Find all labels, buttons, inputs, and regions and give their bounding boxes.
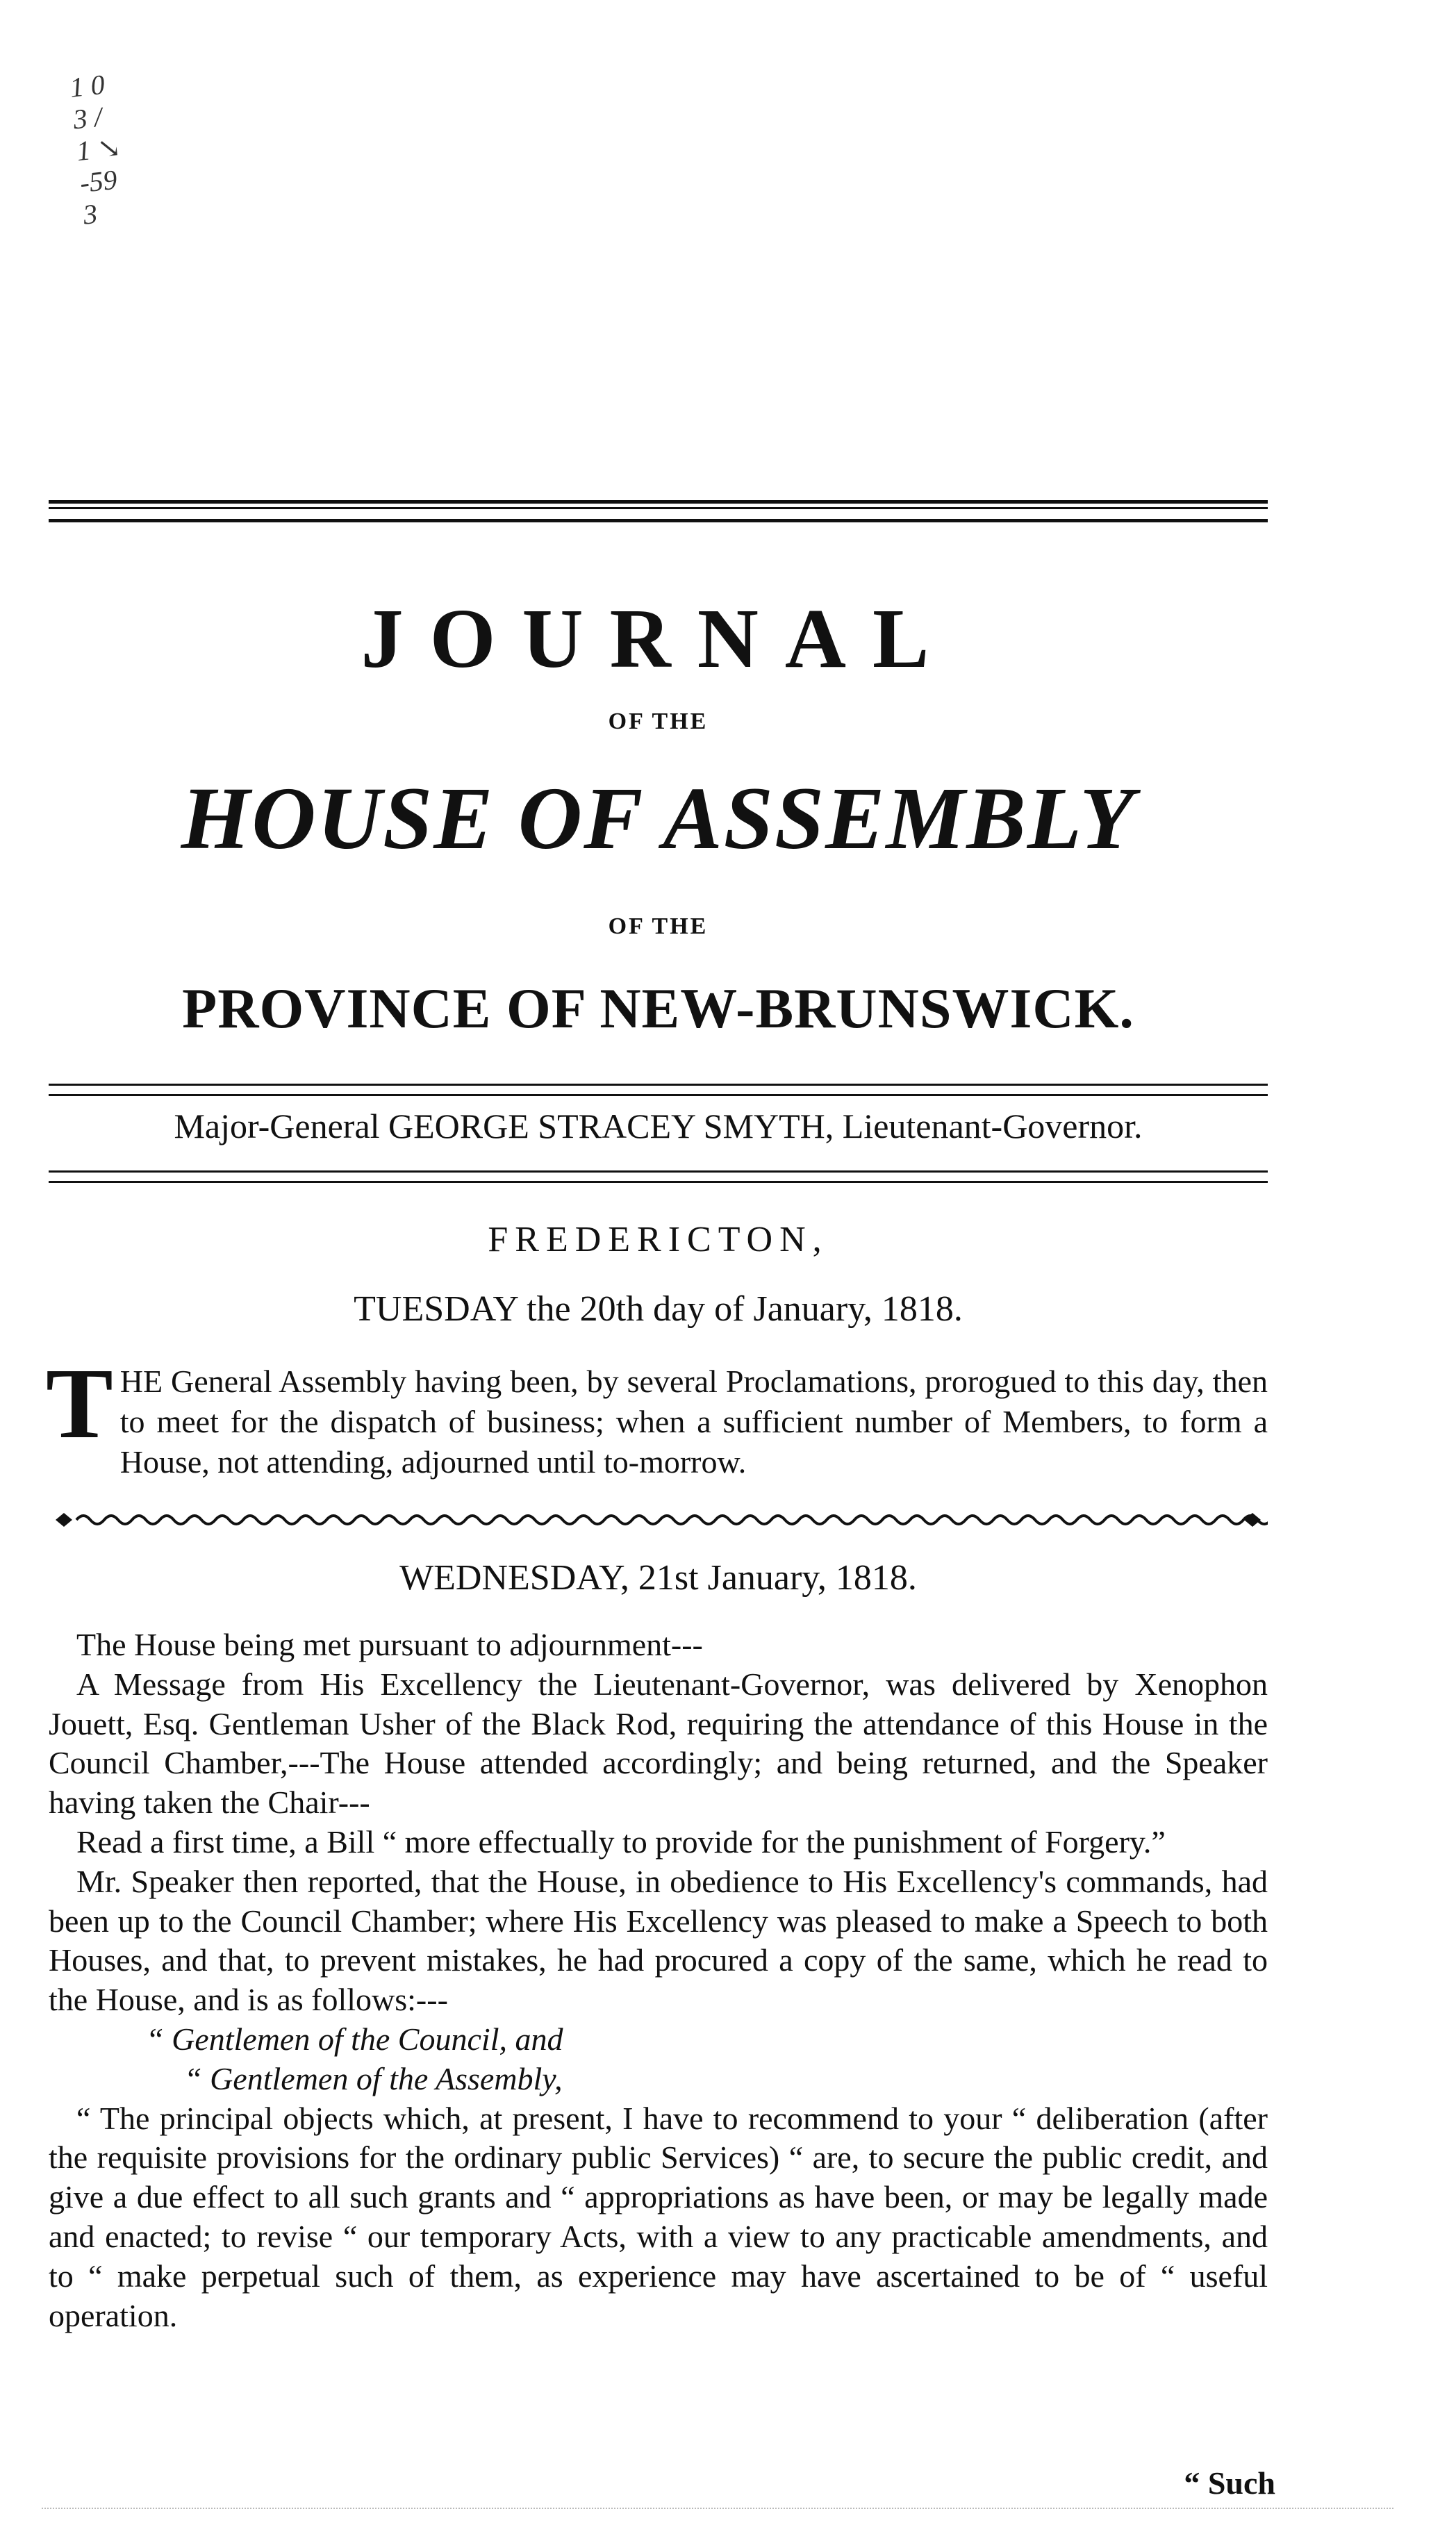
paragraph-forgery-bill: Read a first time, a Bill “ more effectually to provide for the punishment of Forgery.” bbox=[76, 1823, 1166, 1860]
first-day-dateline: TUESDAY the 20th day of January, 1818. bbox=[354, 1289, 963, 1329]
of-the-heading-2: OF THE bbox=[608, 913, 709, 939]
drop-cap: T bbox=[46, 1348, 113, 1459]
paragraph-met-pursuant: The House being met pursuant to adjournment--- bbox=[76, 1627, 703, 1662]
paragraph-black-rod-message: A Message from His Excellency the Lieutenant-Governor, was delivered by Xenophon Jouett, Esq. Gentleman Usher of the Black Rod, requiring the attendance of this House in the Council Chamber,---The House attended accordingly; and being returned, and the Speaker having taken the Chair--- bbox=[49, 1666, 1268, 1821]
ornamental-wavy-rule bbox=[49, 1507, 1268, 1532]
of-the-heading-1: OF THE bbox=[608, 709, 709, 734]
rule-below-governor bbox=[49, 1170, 1268, 1183]
second-day-body bbox=[49, 1625, 1268, 2335]
top-thick-rule bbox=[49, 500, 1268, 522]
first-day-text: HE General Assembly having been, by several Proclamations, prorogued to this day, then to meet for the dispatch of business; when a sufficient number of Members, to form a House, not attending, adjourned until to-morrow. bbox=[119, 1364, 1268, 1480]
house-of-assembly-title: HOUSE OF ASSEMBLY bbox=[181, 769, 1136, 868]
catchword: “ Such bbox=[1184, 2465, 1275, 2501]
address-assembly: “ Gentlemen of the Assembly, bbox=[184, 2060, 563, 2096]
governor-line: Major-General GEORGE STRACEY SMYTH, Lieutenant-Governor. bbox=[174, 1107, 1143, 1145]
margin-note-1: 1 0 bbox=[68, 68, 106, 104]
speech-opening-paragraph: “ The principal objects which, at present, I have to recommend to your “ deliberation (after the requisite provisions for the ordinary public Services) “ are, to secure the public credit, and give a due effect to all such grants and “ appropriations as have been, or may be legally made and enacted; to revise “ our temporary Acts, with a view to any practicable amendments, and to “ make perpetual such of them, as experience may have ascertained to be of “ useful operation. bbox=[49, 2100, 1268, 2333]
rule-above-governor bbox=[49, 1084, 1268, 1096]
margin-note-2: 3 / bbox=[72, 101, 104, 135]
margin-note-4: -59 bbox=[78, 163, 119, 199]
paragraph-speaker-report: Mr. Speaker then reported, that the House, in obedience to His Excellency's commands, had been up to the Council Chamber; where His Excellency was pleased to make a Speech to both Houses, and that, to prevent mistakes, he had procured a copy of the same, which he read to the House, and is as follows:--- bbox=[49, 1863, 1268, 2018]
first-day-paragraph bbox=[46, 1348, 1268, 1482]
second-day-heading: WEDNESDAY, 21st January, 1818. bbox=[399, 1558, 917, 1598]
journal-title: JOURNAL bbox=[361, 592, 956, 686]
page-bottom-speckle bbox=[42, 2508, 1393, 2516]
place-heading: FREDERICTON, bbox=[488, 1220, 829, 1259]
margin-note-5: 3 bbox=[81, 197, 99, 231]
address-council: “ Gentlemen of the Council, and bbox=[146, 2021, 563, 2057]
handwritten-margin-notes bbox=[68, 60, 195, 231]
margin-note-3: 1 ↘ bbox=[75, 131, 122, 167]
province-title: PROVINCE OF NEW-BRUNSWICK. bbox=[182, 977, 1134, 1040]
